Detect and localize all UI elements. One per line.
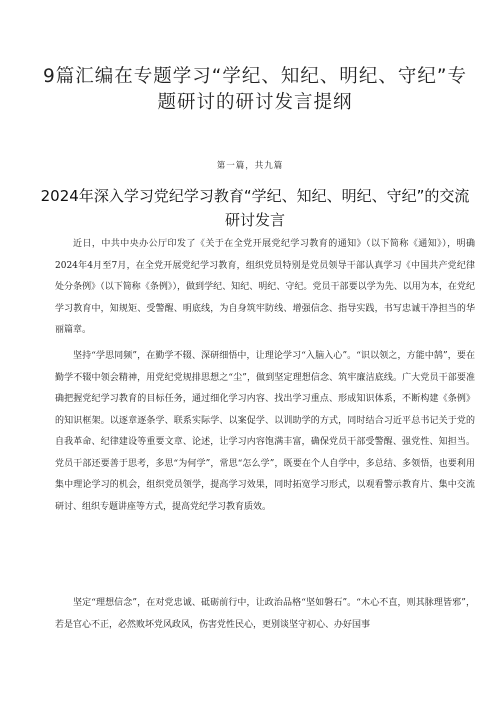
- body-paragraph: 坚定“理想信念”，在对党忠诚、砥砺前行中，让政治品格“坚如磐石”。“木心不直，则其脉理皆邪”，若是官心不正，必然败坏党风政风，伤害党性民心，更别谈坚守初心、办好国事: [55, 598, 475, 630]
- body-paragraph: 坚持“学思同频”，在勤学不辍、深研细悟中，让理论学习“入脑入心”。“识以领之，方能中鹄”，要在勤学不辍中领会精神，用党纪党规排思想之“尘”，做到坚定理想信念、筑牢廉洁底线。广大党员干部要准确把握党纪学习教育的目标任务，通过细化学习内容、找出学习重点、形成知识体系，不断构建《条例》的知识框架。以逐章逐条学、联系实际学、以案促学、以训助学的方式，同时结合习近平总书记关于党的自我革命、纪律建设等重要文章、论述，让学习内容饱满丰富，确保党员干部受警醒、强党性、知担当。党员干部还要善于思考，多思“为何学”，常思“怎么学”，既要在个人自学中，多总结、多领悟，也要利用集中理论学习的机会，组织党员领学，提高学习效果，同时拓宽学习形式，以观看警示教育片、集中交流研讨、组织专题讲座等方式，提高党纪学习教育质效。: [55, 351, 475, 512]
- body-paragraph: 近日，中共中央办公厅印发了《关于在全党开展党纪学习教育的通知》（以下简称《通知》），明确2024年4月至7月，在全党开展党纪学习教育，组织党员特别是党员领导干部认真学习《中国共产党纪律处分条例》（以下简称《条例》），做到学纪、知纪、明纪、守纪。党员干部要以学为先、以用为本，在党纪学习教育中，知规矩、受警醒、明底线，为自身筑牢防线、增强信念、指导实践，书写忠诚干净担当的华丽篇章。: [55, 239, 475, 335]
- speech-title: 2024年深入学习党纪学习教育“学纪、知纪、明纪、守纪”的交流研讨发言: [40, 187, 470, 229]
- document-title: 9篇汇编在专题学习“学纪、知纪、明纪、守纪”专题研讨的研讨发言提纲: [43, 66, 467, 113]
- part-label: 第一篇，共九篇: [216, 161, 284, 171]
